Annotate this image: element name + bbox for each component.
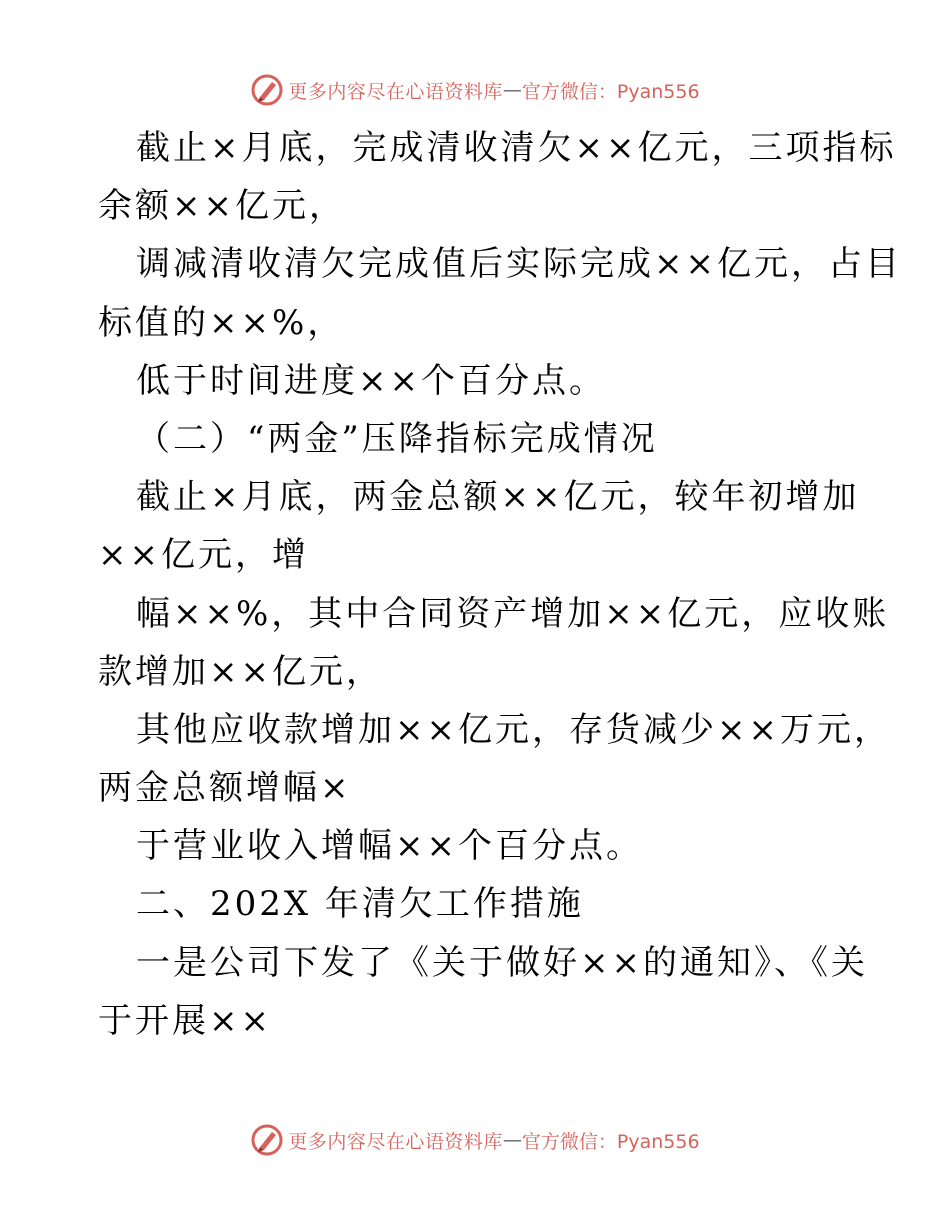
text-line: 一是公司下发了《关于做好××的通知》、《关 bbox=[136, 942, 868, 983]
header-watermark-banner bbox=[0, 70, 950, 110]
text-line: 于营业收入增幅××个百分点。 bbox=[136, 826, 643, 867]
text-line: 余额××亿元， bbox=[98, 186, 346, 227]
text-line: 两金总额增幅× bbox=[98, 768, 352, 809]
header-banner-separator: — bbox=[502, 79, 522, 101]
section-heading: 二、202X 年清欠工作措施 bbox=[136, 884, 584, 925]
pen-logo-icon bbox=[250, 73, 284, 107]
text-line: 截止×月底，完成清收清欠××亿元，三项指标 bbox=[136, 128, 897, 168]
text-line: 于开展×× bbox=[98, 1000, 272, 1041]
text-line: 低于时间进度××个百分点。 bbox=[136, 360, 606, 401]
footer-watermark-banner bbox=[0, 1120, 950, 1160]
text-line: 调减清收清欠完成值后实际完成××亿元，占目 bbox=[136, 244, 902, 285]
text-line: 截止×月底，两金总额××亿元，较年初增加 bbox=[136, 477, 860, 518]
footer-banner-wechat: 官方微信：Pyan556 bbox=[521, 1130, 700, 1153]
header-banner-text: 更多内容尽在心语资料库 bbox=[288, 80, 503, 103]
pen-logo-icon bbox=[250, 1123, 284, 1157]
section-heading: （二）“两金”压降指标完成情况 bbox=[136, 418, 658, 459]
document-body bbox=[98, 119, 902, 1050]
text-line: 款增加××亿元， bbox=[98, 651, 383, 692]
text-line: 幅××%，其中合同资产增加××亿元，应收账 bbox=[136, 593, 890, 634]
header-banner-wechat: 官方微信：Pyan556 bbox=[521, 80, 700, 103]
text-line: 标值的××%， bbox=[98, 302, 345, 343]
text-line: ××亿元，增 bbox=[98, 535, 309, 576]
footer-banner-text: 更多内容尽在心语资料库 bbox=[288, 1130, 503, 1153]
footer-banner-separator: — bbox=[502, 1129, 522, 1151]
text-line: 其他应收款增加××亿元，存货减少××万元， bbox=[136, 709, 891, 750]
